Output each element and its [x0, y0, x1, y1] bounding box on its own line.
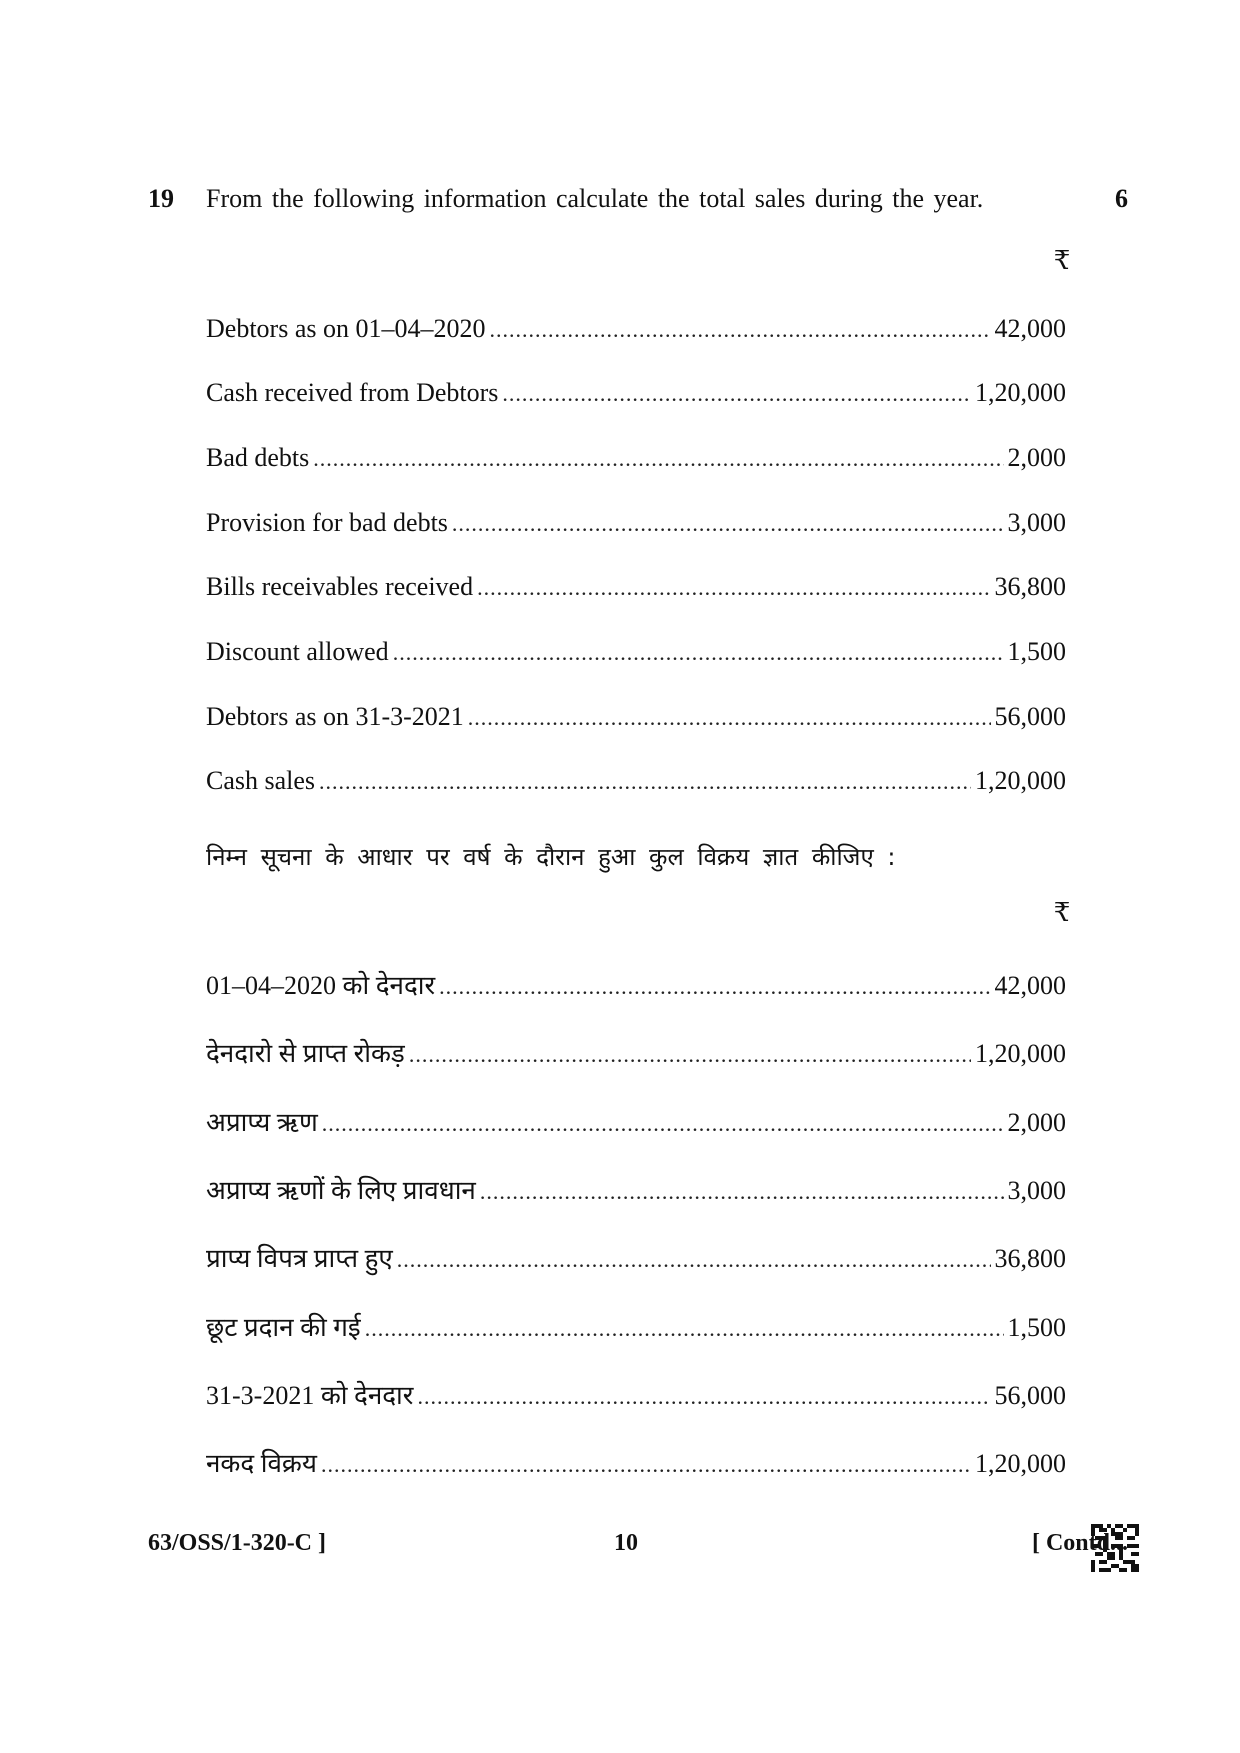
- item-value: 56,000: [994, 1381, 1066, 1410]
- hindi-item: [206, 1308, 1066, 1344]
- item-value: 1,500: [1007, 1313, 1066, 1342]
- english-item: [206, 378, 1066, 414]
- english-item: [206, 766, 1066, 802]
- rupee-symbol-hindi: ₹: [1053, 898, 1071, 927]
- item-label: Discount allowed: [206, 637, 389, 666]
- item-label: 01–04–2020 को देनदार: [206, 971, 436, 1000]
- item-value: 2,000: [1007, 443, 1066, 472]
- hindi-item: [206, 1376, 1066, 1412]
- hindi-item: [206, 1171, 1066, 1207]
- leader-dots: [321, 1452, 971, 1478]
- item-label: 31-3-2021 को देनदार: [206, 1381, 414, 1410]
- page-number: 10: [614, 1530, 638, 1556]
- item-label: अप्राप्य ऋण: [206, 1108, 318, 1137]
- english-item: [206, 508, 1066, 544]
- hindi-question-text: निम्न सूचना के आधार पर वर्ष के दौरान हुआ कुल विक्रय ज्ञात कीजिए :: [206, 843, 896, 871]
- item-value: 3,000: [1007, 1176, 1066, 1205]
- leader-dots: [439, 974, 990, 1000]
- item-label: Debtors as on 01–04–2020: [206, 314, 486, 343]
- leader-dots: [477, 575, 990, 601]
- leader-dots: [365, 1316, 1004, 1342]
- item-value: 1,20,000: [975, 766, 1066, 795]
- leader-dots: [313, 446, 1003, 472]
- question-text: From the following information calculate the total sales during the year.: [206, 184, 984, 213]
- question-number: 19: [148, 184, 174, 213]
- item-label: Bad debts: [206, 443, 310, 472]
- item-value: 1,20,000: [975, 1039, 1066, 1068]
- item-label: Cash received from Debtors: [206, 378, 499, 407]
- english-item: [206, 443, 1066, 479]
- hindi-item: [206, 966, 1066, 1002]
- english-item: [206, 702, 1066, 738]
- item-label: नकद विक्रय: [206, 1449, 317, 1478]
- item-label: अप्राप्य ऋणों के लिए प्रावधान: [206, 1176, 476, 1205]
- leader-dots: [480, 1179, 1004, 1205]
- hindi-item: [206, 1239, 1066, 1275]
- item-value: 3,000: [1007, 508, 1066, 537]
- item-label: Bills receivables received: [206, 572, 474, 601]
- rupee-symbol-english: ₹: [1053, 246, 1071, 275]
- item-label: प्राप्य विपत्र प्राप्त हुए: [206, 1244, 393, 1273]
- leader-dots: [502, 381, 971, 407]
- item-label: Cash sales: [206, 766, 316, 795]
- continued-note: [ Contd...: [1031, 1530, 1128, 1556]
- item-label: Debtors as on 31-3-2021: [206, 702, 464, 731]
- item-value: 56,000: [994, 702, 1066, 731]
- item-label: देनदारो से प्राप्त रोकड़: [206, 1039, 405, 1068]
- item-value: 1,20,000: [975, 378, 1066, 407]
- item-value: 2,000: [1007, 1108, 1066, 1137]
- item-value: 1,20,000: [975, 1449, 1066, 1478]
- leader-dots: [489, 317, 990, 343]
- leader-dots: [409, 1042, 971, 1068]
- leader-dots: [452, 511, 1004, 537]
- item-value: 36,800: [994, 572, 1066, 601]
- hindi-item: [206, 1034, 1066, 1070]
- question-header: [148, 184, 1128, 224]
- item-value: 42,000: [994, 971, 1066, 1000]
- hindi-item: [206, 1103, 1066, 1139]
- leader-dots: [468, 705, 991, 731]
- english-item: [206, 637, 1066, 673]
- leader-dots: [397, 1247, 991, 1273]
- item-label: छूट प्रदान की गई: [206, 1313, 361, 1342]
- item-value: 1,500: [1007, 637, 1066, 666]
- question-marks: 6: [1115, 184, 1128, 213]
- leader-dots: [319, 769, 971, 795]
- hindi-item: [206, 1444, 1066, 1480]
- leader-dots: [322, 1111, 1004, 1137]
- english-item: [206, 314, 1066, 350]
- leader-dots: [393, 640, 1004, 666]
- item-value: 36,800: [994, 1244, 1066, 1273]
- item-label: Provision for bad debts: [206, 508, 448, 537]
- item-value: 42,000: [994, 314, 1066, 343]
- page-footer: [148, 1530, 1128, 1570]
- leader-dots: [417, 1384, 990, 1410]
- paper-code: 63/OSS/1-320-C ]: [148, 1530, 327, 1556]
- english-item: [206, 572, 1066, 608]
